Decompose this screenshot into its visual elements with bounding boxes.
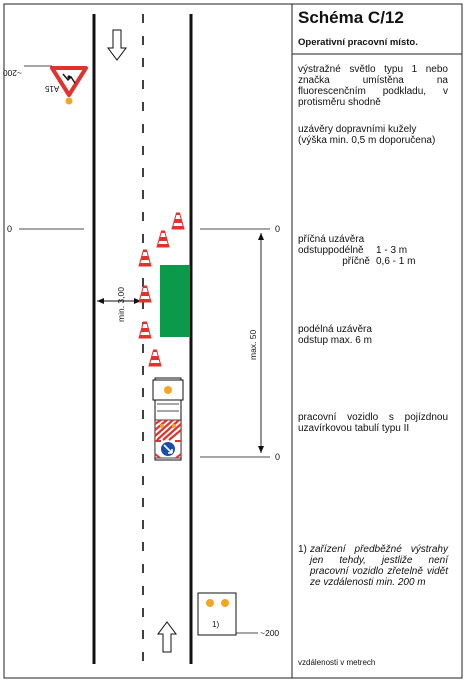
footnote-marker: 1) [298, 544, 307, 555]
dist-top-left-label: ~200 [2, 68, 22, 78]
max-length-arrow-bottom [258, 446, 264, 453]
work-area [160, 265, 190, 337]
cone-icon [139, 286, 151, 302]
units-note: vzdálenosti v metrech [298, 658, 376, 667]
dist-bottom-right-label: ~200 [260, 628, 280, 638]
min-width-arrow-left [97, 298, 104, 304]
arrow-up-icon [158, 622, 176, 652]
arrow-down-icon [108, 30, 126, 60]
legend-longitudinal-value: 1 - 3 m [376, 245, 408, 256]
cone-icon [172, 213, 184, 229]
work-vehicle [153, 378, 183, 460]
cone-icon [157, 231, 169, 247]
warning-light-icon [66, 98, 73, 105]
sign-code-label: A15 [45, 84, 60, 93]
legend-long-closure [298, 324, 458, 346]
zero-left-label: 0 [7, 224, 13, 234]
legend-longitudinal-label: podélně [328, 245, 364, 256]
min-width-label: min. 3,00 [116, 287, 126, 322]
legend-cross-closure [298, 234, 458, 267]
cone-icon [139, 250, 151, 266]
legend-long-closure-title: podélná uzávěra [298, 324, 372, 335]
max-length-arrow-top [258, 233, 264, 240]
page-subtitle: Operativní pracovní místo. [298, 37, 418, 48]
advance-light-icon [206, 599, 214, 607]
footnote-text: zařízení předběžné výstrahy jen tehdy, jestliže není pracovní vozidlo zřetelně vidět ze vzdálenosti min. 200 m [310, 544, 448, 588]
advance-light-icon [221, 599, 229, 607]
vehicle-light-icon [164, 386, 172, 394]
zero-right-top-label: 0 [275, 224, 281, 234]
footnote [298, 544, 458, 588]
page-title: Schéma C/12 [298, 8, 404, 27]
legend-cone-closure-line1: uzávěry dopravními kužely [298, 124, 417, 135]
legend-spacing-label: odstup [298, 245, 329, 256]
legend-cross-closure-title: příčná uzávěra [298, 234, 365, 245]
legend-work-vehicle: pracovní vozidlo s pojízdnou uzavírkovou tabulí typu II [298, 412, 448, 434]
legend-transverse-value: 0,6 - 1 m [376, 256, 416, 267]
legend-cone-closure-line2: (výška min. 0,5 m doporučena) [298, 135, 436, 146]
advance-sign-marker: 1) [212, 620, 220, 629]
max-length-label: max. 50 [248, 329, 258, 360]
legend-cone-closure [298, 124, 458, 146]
legend-long-closure-spacing: odstup max. 6 m [298, 335, 372, 346]
legend-transverse-label: příčně [342, 256, 370, 267]
legend-warning-light: výstražné světlo typu 1 nebo značka umístěna na fluorescenčním podkladu, v protisměru shodně [298, 64, 448, 108]
zero-right-bottom-label: 0 [275, 452, 281, 462]
cone-icon [149, 350, 161, 366]
cone-icon [139, 322, 151, 338]
